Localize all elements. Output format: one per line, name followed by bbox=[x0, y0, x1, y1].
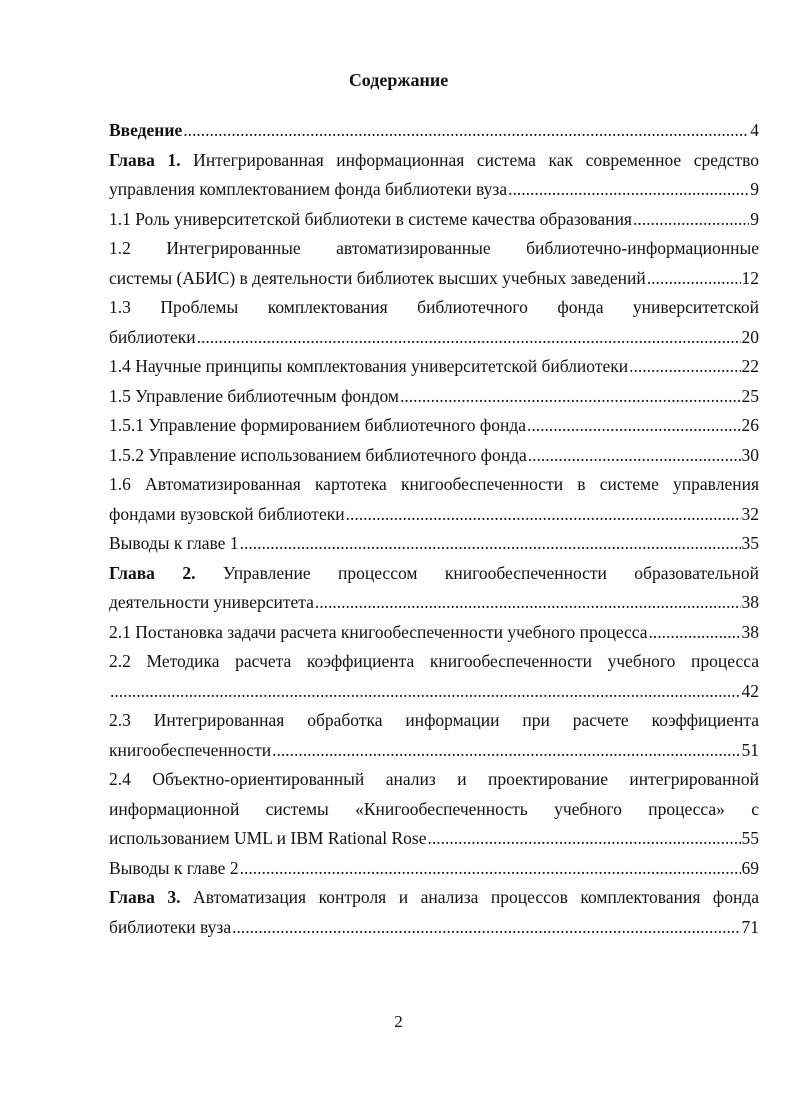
toc-entry-label: Интегрированная информационная система как современное средство bbox=[180, 149, 759, 170]
toc-entry-page: 30 bbox=[741, 444, 759, 465]
toc-entry-label: 1.5.1 Управление формированием библиотечного фонда bbox=[109, 415, 527, 435]
toc-entry-1-6[interactable] bbox=[109, 470, 759, 500]
toc-entry-page: 35 bbox=[741, 533, 759, 553]
leader-dots bbox=[649, 618, 741, 648]
toc-entry-page: 20 bbox=[741, 326, 759, 347]
toc-entry-2-4[interactable] bbox=[109, 765, 759, 795]
toc-entry-page: 32 bbox=[741, 503, 759, 524]
toc-entry-1-5-1[interactable] bbox=[109, 411, 759, 441]
leader-dots bbox=[240, 529, 741, 559]
toc-entry-1-2-cont[interactable] bbox=[109, 264, 759, 294]
toc-entry-label: 1.1 Роль университетской библиотеки в системе качества образования bbox=[109, 208, 632, 229]
toc-entry-2-3[interactable] bbox=[109, 706, 759, 736]
toc-entry-label: Автоматизация контроля и анализа процессов комплектования фонда bbox=[180, 887, 759, 907]
toc-entry-label: деятельности университета bbox=[109, 592, 314, 612]
toc-entry-page: 38 bbox=[741, 592, 759, 612]
toc-entry-label: 1.6 Автоматизированная картотека книгообеспеченности в системе управления bbox=[109, 474, 759, 494]
leader-dots bbox=[110, 677, 741, 707]
leader-dots bbox=[346, 500, 741, 530]
leader-dots bbox=[508, 175, 749, 205]
leader-dots bbox=[400, 382, 741, 412]
toc-entry-page: 25 bbox=[741, 385, 759, 406]
toc-entry-label: 1.3 Проблемы комплектования библиотечного фонда университетской bbox=[109, 297, 759, 317]
leader-dots bbox=[428, 824, 741, 854]
toc-entry-2-3-cont[interactable] bbox=[109, 736, 759, 766]
toc-entry-1-3-cont[interactable] bbox=[109, 323, 759, 353]
toc-entry-page: 9 bbox=[750, 179, 759, 199]
toc-entry-label: 1.2 Интегрированные автоматизированные библиотечно-информационные bbox=[109, 238, 759, 258]
toc-entry-2-1[interactable] bbox=[109, 618, 759, 648]
toc-entry-1-2[interactable] bbox=[109, 234, 759, 264]
toc-entry-page: 4 bbox=[750, 120, 759, 140]
leader-dots bbox=[528, 441, 741, 471]
toc-entry-label: управления комплектованием фонда библиотеки вуза bbox=[109, 179, 508, 199]
toc-entry-conclusions-2[interactable] bbox=[109, 854, 759, 884]
toc-entry-page: 22 bbox=[741, 356, 759, 376]
table-of-contents bbox=[109, 116, 759, 942]
toc-entry-label: 1.5.2 Управление использованием библиотечного фонда bbox=[109, 444, 527, 465]
toc-entry-2-2-cont[interactable] bbox=[109, 677, 759, 707]
toc-entry-label: фондами вузовской библиотеки bbox=[109, 503, 345, 524]
leader-dots bbox=[183, 116, 749, 146]
toc-entry-label: библиотеки вуза bbox=[109, 916, 232, 937]
leader-dots bbox=[240, 854, 741, 884]
toc-entry-1-1[interactable] bbox=[109, 205, 759, 235]
toc-entry-label: 1.5 Управление библиотечным фондом bbox=[109, 385, 399, 406]
toc-entry-conclusions-1[interactable] bbox=[109, 529, 759, 559]
toc-entry-1-4[interactable] bbox=[109, 352, 759, 382]
toc-entry-1-6-cont[interactable] bbox=[109, 500, 759, 530]
page-title: Содержание bbox=[348, 70, 449, 90]
toc-entry-label: использованием UML и IBM Rational Rose bbox=[109, 828, 427, 848]
toc-entry-page: 38 bbox=[741, 621, 759, 642]
toc-entry-page: 9 bbox=[750, 208, 759, 229]
toc-entry-label: Введение bbox=[109, 120, 183, 140]
toc-entry-1-5[interactable] bbox=[109, 382, 759, 412]
toc-entry-2-4-cont[interactable] bbox=[109, 824, 759, 854]
toc-entry-1-3[interactable] bbox=[109, 293, 759, 323]
toc-entry-label: 2.3 Интегрированная обработка информации при расчете коэффициента bbox=[109, 710, 759, 730]
toc-entry-chapter-3[interactable] bbox=[109, 883, 759, 913]
toc-entry-page: 55 bbox=[741, 828, 759, 848]
toc-entry-2-4-mid[interactable] bbox=[109, 795, 759, 825]
toc-entry-page: 71 bbox=[741, 916, 759, 937]
leader-dots bbox=[629, 352, 740, 382]
toc-entry-label: Выводы к главе 2 bbox=[109, 857, 239, 878]
chapter-label: Глава 1. bbox=[109, 149, 181, 170]
toc-entry-page: 12 bbox=[741, 267, 759, 288]
page-number: 2 bbox=[394, 1012, 403, 1031]
toc-entry-chapter-3-cont[interactable] bbox=[109, 913, 759, 943]
toc-entry-label: книгообеспеченности bbox=[109, 739, 272, 760]
toc-entry-page: 69 bbox=[741, 857, 759, 878]
toc-entry-label: библиотеки bbox=[109, 326, 196, 347]
toc-entry-label: Выводы к главе 1 bbox=[109, 533, 239, 553]
leader-dots bbox=[527, 411, 740, 441]
toc-entry-label: Управление процессом книгообеспеченности образовательной bbox=[195, 562, 759, 583]
toc-entry-label: системы (АБИС) в деятельности библиотек высших учебных заведений bbox=[109, 267, 646, 288]
toc-entry-chapter-1[interactable] bbox=[109, 146, 759, 176]
leader-dots bbox=[647, 264, 741, 294]
leader-dots bbox=[197, 323, 741, 353]
toc-entry-label: информационной системы «Книгообеспеченность учебного процесса» с bbox=[109, 798, 759, 819]
toc-entry-label: 1.4 Научные принципы комплектования университетской библиотеки bbox=[109, 356, 629, 376]
toc-entry-page: 42 bbox=[741, 680, 759, 701]
leader-dots bbox=[272, 736, 740, 766]
toc-entry-chapter-1-cont[interactable] bbox=[109, 175, 759, 205]
toc-entry-introduction[interactable] bbox=[109, 116, 759, 146]
toc-entry-chapter-2[interactable] bbox=[109, 559, 759, 589]
chapter-label: Глава 3. bbox=[109, 887, 181, 907]
toc-entry-chapter-2-cont[interactable] bbox=[109, 588, 759, 618]
toc-entry-page: 51 bbox=[741, 739, 759, 760]
toc-entry-page: 26 bbox=[741, 415, 759, 435]
toc-entry-1-5-2[interactable] bbox=[109, 441, 759, 471]
toc-entry-label: 2.1 Постановка задачи расчета книгообеспеченности учебного процесса bbox=[109, 621, 648, 642]
toc-entry-label: 2.2 Методика расчета коэффициента книгообеспеченности учебного процесса bbox=[109, 651, 759, 671]
toc-entry-label: 2.4 Объектно-ориентированный анализ и проектирование интегрированной bbox=[109, 769, 759, 789]
leader-dots bbox=[633, 205, 749, 235]
leader-dots bbox=[232, 913, 740, 943]
leader-dots bbox=[315, 588, 741, 618]
toc-entry-2-2[interactable] bbox=[109, 647, 759, 677]
chapter-label: Глава 2. bbox=[109, 562, 196, 583]
